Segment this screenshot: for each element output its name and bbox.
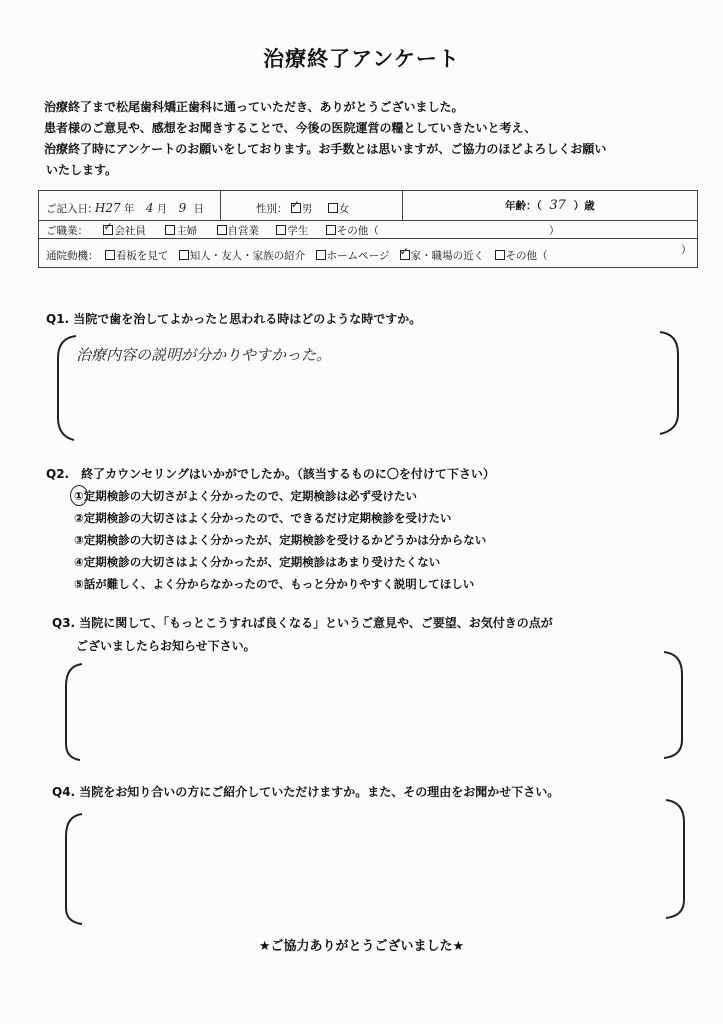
gender-female-checkbox[interactable] [328, 203, 338, 213]
form-rule [38, 238, 698, 239]
right-bracket [664, 652, 682, 758]
q2-option[interactable] [74, 576, 486, 598]
gender-male-checkbox[interactable] [291, 203, 301, 213]
day-unit: 日 [193, 203, 205, 215]
q2-option[interactable] [74, 488, 486, 510]
motive-label: 通院動機： [46, 250, 99, 262]
q2-option-label: ②定期検診の大切さはよく分かったので、できるだけ定期検診を受けたい [74, 511, 452, 525]
occupation-label: ご職業： [46, 225, 88, 237]
motive-field [46, 248, 548, 263]
age-unit: ）歳 [573, 200, 595, 212]
motive-checkbox[interactable] [179, 250, 189, 260]
date-label: ご記入日: [46, 203, 92, 215]
age-value[interactable]: 37 [549, 198, 566, 213]
q3-question-line1: Q3. 当院に関して、「もっとこうすれば良くなる」というご意見や、ご要望、お気付きの点が [52, 616, 553, 630]
form-rule [38, 190, 698, 191]
motive-option-label: その他（ [505, 250, 548, 262]
occupation-checkbox[interactable] [326, 225, 336, 235]
q3-answer-area[interactable] [60, 648, 690, 764]
info-form [38, 190, 698, 268]
occupation-option-label: 主婦 [176, 225, 198, 237]
occupation-option-label: 自営業 [227, 225, 260, 237]
page-title: 治療終了アンケート [263, 47, 460, 71]
q2-question: Q2. 終了カウンセリングはいかがでしたか。（該当するものに〇を付けて下さい） [46, 467, 495, 481]
occupation-checkbox[interactable] [217, 225, 227, 235]
form-rule [38, 190, 39, 268]
month-unit: 月 [156, 203, 168, 215]
occupation-field [46, 223, 379, 238]
motive-checkbox[interactable] [316, 250, 326, 260]
gender-field [256, 201, 349, 216]
occupation-close-paren: ） [549, 225, 560, 237]
form-rule [38, 267, 698, 268]
motive-option-label: ホームページ [326, 250, 390, 262]
year-unit: 年 [123, 203, 135, 215]
intro-line: 患者様のご意見や、感想をお聞きすることで、今後の医院運営の糧としていきたいと考え、 [44, 121, 537, 135]
occupation-option-label: 学生 [287, 225, 309, 237]
age-field [505, 198, 595, 213]
intro-line: 治療終了時にアンケートのお願いをしております。お手数とは思いますが、ご協力のほどよろしくお願い [44, 142, 607, 156]
right-bracket [660, 332, 678, 434]
q1-question: Q1. 当院で歯を治してよかったと思われる時はどのような時ですか。 [46, 312, 422, 326]
occupation-checkbox[interactable] [165, 225, 175, 235]
date-era-value[interactable]: H27 [94, 201, 121, 215]
date-field [46, 201, 204, 216]
selected-circle [70, 485, 88, 506]
intro-line: いたします。 [46, 163, 118, 177]
month-value[interactable]: 4 [145, 201, 154, 215]
occupation-checkbox[interactable] [103, 225, 113, 235]
motive-checkbox[interactable] [495, 250, 505, 260]
form-rule [38, 220, 698, 221]
gender-option-label: 男 [301, 203, 313, 215]
motive-close-paren: ） [681, 244, 692, 256]
q2-option[interactable] [74, 510, 486, 532]
motive-checkbox[interactable] [105, 250, 115, 260]
q2-options [74, 488, 486, 598]
occupation-option-label: その他（ [336, 225, 379, 237]
motive-checkbox[interactable] [400, 250, 410, 260]
q2-option-label: ①定期検診の大切さがよく分かったので、定期検診は必ず受けたい [74, 489, 418, 503]
gender-option-label: 女 [338, 203, 350, 215]
motive-option-label: 看板を見て [115, 250, 169, 262]
day-value[interactable]: 9 [178, 201, 187, 215]
form-rule [220, 190, 221, 220]
left-bracket [66, 814, 82, 924]
q2-option[interactable] [74, 532, 486, 554]
q4-answer-area[interactable] [60, 796, 690, 928]
motive-option-label: 家・職場の近く [410, 250, 485, 262]
gender-label: 性別： [256, 203, 288, 215]
motive-option-label: 知人・友人・家族の紹介 [189, 250, 306, 262]
intro-text [44, 97, 606, 181]
left-bracket [66, 664, 82, 760]
occupation-checkbox[interactable] [276, 225, 286, 235]
form-rule [697, 190, 698, 268]
q2-option-label: ⑤話が難しく、よく分からなかったので、もっと分かりやすく説明してほしい [74, 577, 475, 591]
occupation-option-label: 会社員 [114, 225, 146, 237]
q1-answer-text[interactable]: 治療内容の説明が分かりやすかった。 [76, 346, 332, 364]
left-bracket [58, 336, 76, 440]
q2-option-label: ④定期検診の大切さはよく分かったが、定期検診はあまり受けたくない [74, 555, 441, 569]
form-rule [402, 190, 403, 220]
q2-option[interactable] [74, 554, 486, 576]
right-bracket [666, 800, 684, 918]
thanks-message: ★ご協力ありがとうございました★ [258, 939, 465, 954]
intro-line: 治療終了まで松尾歯科矯正歯科に通っていただき、ありがとうございました。 [44, 100, 464, 114]
age-label: 年齢：（ [505, 200, 542, 212]
q3-question-line2: ございましたらお知らせ下さい。 [76, 639, 256, 653]
q4-question: Q4. 当院をお知り合いの方にご紹介していただけますか。また、その理由をお聞かせ下さい。 [52, 785, 560, 799]
q2-option-label: ③定期検診の大切さはよく分かったが、定期検診を受けるかどうかは分からない [74, 533, 487, 547]
